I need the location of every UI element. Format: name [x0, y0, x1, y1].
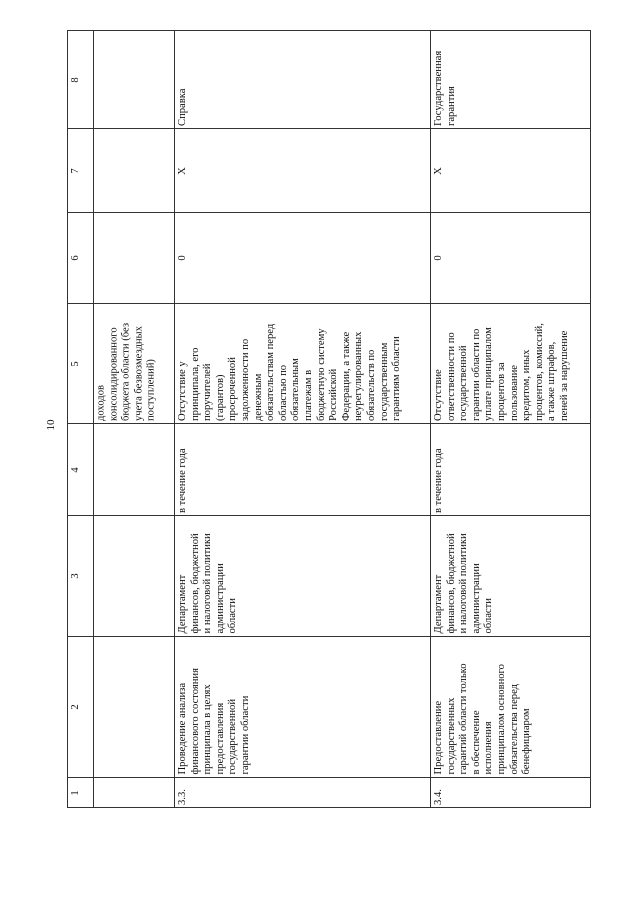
cell-text — [94, 213, 175, 304]
cell-text — [94, 516, 175, 637]
table-cell — [430, 636, 591, 778]
cell-text — [94, 424, 175, 516]
cell-text: 0 — [432, 255, 444, 261]
cell-text: 3.3. — [176, 788, 188, 805]
table-cell — [430, 30, 591, 129]
cell-text: Х — [176, 166, 188, 175]
table-cell — [174, 303, 431, 424]
table-cell — [174, 30, 431, 129]
header-cell-4 — [67, 423, 94, 516]
cell-text: 6 — [69, 255, 81, 261]
table-cell — [430, 128, 591, 213]
table-cell — [430, 212, 591, 304]
cell-text: 5 — [69, 360, 81, 367]
cell-text: 0 — [176, 255, 188, 261]
cell-text: в течение года — [432, 447, 444, 513]
cell-text: Проведение анализа финансового состояния принципала в целях предоставления государственной гарантии области — [176, 668, 251, 775]
header-cell-5 — [67, 303, 94, 424]
table-cell — [93, 30, 175, 129]
table-cell — [93, 636, 175, 778]
cell-text: 3 — [69, 573, 81, 579]
table-cell — [174, 636, 431, 778]
table-cell — [430, 515, 591, 637]
cell-text: 7 — [69, 167, 81, 174]
cell-text: 1 — [69, 789, 81, 796]
cell-text: Х — [432, 166, 444, 175]
header-cell-7 — [67, 128, 94, 213]
cell-text: 2 — [69, 704, 81, 710]
table-cell — [174, 128, 431, 213]
header-cell-6 — [67, 212, 94, 304]
cell-text: доходов консолидированного бюджета области (без учета безвозмездных поступлений) — [95, 322, 157, 421]
cell-text — [94, 31, 175, 129]
table-cell — [93, 515, 175, 637]
table-cell — [430, 303, 591, 424]
cell-text: Департамент финансов, бюджетной и налоговой политики администрации области — [176, 533, 238, 634]
cell-text — [94, 778, 175, 808]
table-cell — [93, 128, 175, 213]
cell-text: 8 — [69, 76, 81, 83]
cell-text: в течение года — [176, 447, 188, 513]
cell-text: Предоставление государственных гарантий области только в обеспечение исполнения принципалом основного обязательства перед бенефициаром — [432, 663, 532, 775]
table-cell — [174, 777, 431, 808]
header-cell-2 — [67, 636, 94, 778]
table-cell — [174, 423, 431, 516]
page-number: 10 — [45, 419, 57, 431]
table-cell — [430, 777, 591, 808]
header-cell-3 — [67, 515, 94, 637]
cell-text: Справка — [176, 88, 188, 126]
table-cell — [93, 212, 175, 304]
table-cell — [93, 303, 175, 424]
table-cell — [93, 777, 175, 808]
header-cell-1 — [67, 777, 94, 808]
cell-text: Отсутствие у принципала, его поручителей (гарантов) просроченной задолженности по денежным обязательствам перед областью по обязательным платежам в бюджетную систему Российской Федерации, а также неурегулированных обязательств по государственным гарантиям области — [176, 323, 402, 421]
cell-text: Департамент финансов, бюджетной и налоговой политики администрации области — [432, 533, 494, 634]
table-cell — [93, 423, 175, 516]
cell-text: Государственная гарантия — [432, 50, 457, 126]
cell-text — [94, 637, 175, 778]
table-cell — [430, 423, 591, 516]
cell-text — [94, 129, 175, 213]
table-cell — [174, 212, 431, 304]
cell-text: 3.4. — [432, 788, 444, 805]
cell-text: Отсутствие ответственности по государственной гарантии области по уплате принципалом процентов за пользование кредитом, иных процентов, комиссий, а также штрафов, пеней за нарушение — [432, 322, 570, 421]
cell-text: 4 — [69, 466, 81, 473]
header-cell-8 — [67, 30, 94, 129]
table-cell — [174, 515, 431, 637]
